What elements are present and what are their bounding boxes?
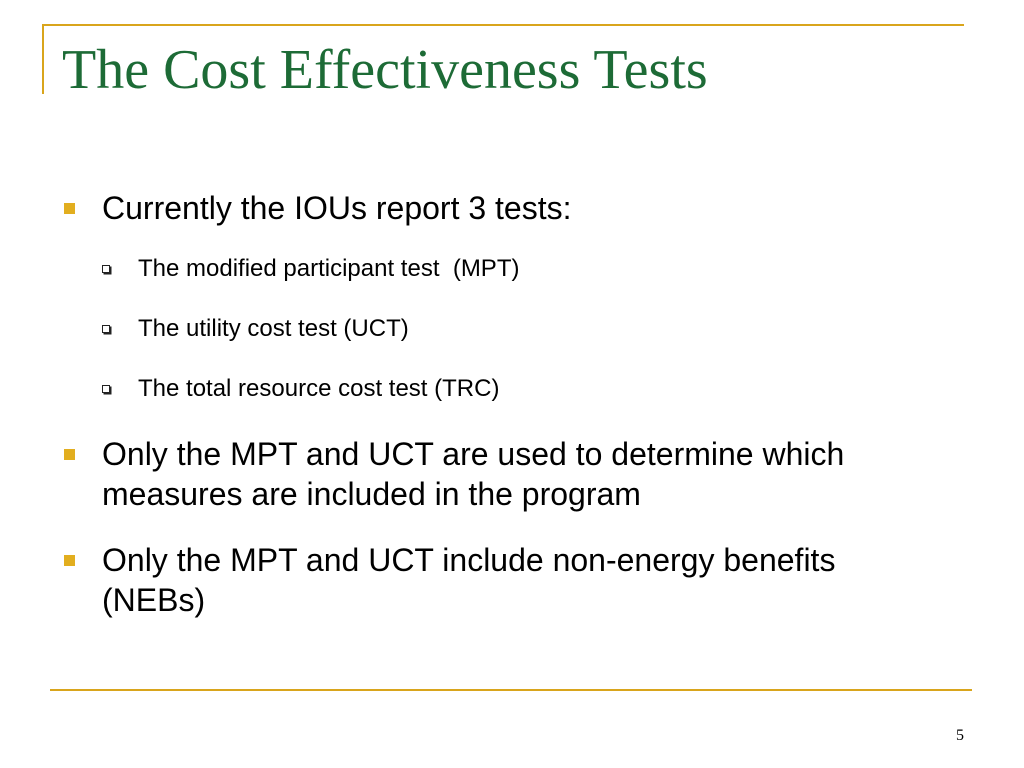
square-bullet-icon xyxy=(64,203,75,214)
bullet-list xyxy=(60,188,940,620)
square-bullet-icon xyxy=(64,555,75,566)
slide-title: The Cost Effectiveness Tests xyxy=(62,39,708,101)
sub-bullet-text: The total resource cost test (TRC) xyxy=(138,375,500,402)
footer-rule xyxy=(50,689,972,691)
bullet-text: Only the MPT and UCT include non-energy benefits (NEBs) xyxy=(102,542,836,618)
bullet-text: Currently the IOUs report 3 tests: xyxy=(102,190,572,226)
shadowed-square-bullet-icon xyxy=(102,385,110,393)
page-number: 5 xyxy=(956,727,964,744)
sub-bullet-text: The modified participant test (MPT) xyxy=(138,255,520,282)
sub-bullet-text: The utility cost test (UCT) xyxy=(138,315,409,342)
bullet-item-2 xyxy=(60,434,940,514)
sub-bullet-item-2 xyxy=(60,314,940,344)
bullet-item-3 xyxy=(60,540,940,620)
square-bullet-icon xyxy=(64,449,75,460)
shadowed-square-bullet-icon xyxy=(102,325,110,333)
sub-bullet-item-1 xyxy=(60,254,940,284)
frame-top-rule xyxy=(42,24,964,26)
sub-bullet-item-3 xyxy=(60,374,940,404)
frame-left-rule xyxy=(42,24,44,94)
bullet-text: Only the MPT and UCT are used to determine which measures are included in the program xyxy=(102,436,845,512)
shadowed-square-bullet-icon xyxy=(102,265,110,273)
bullet-item-1 xyxy=(60,188,940,228)
